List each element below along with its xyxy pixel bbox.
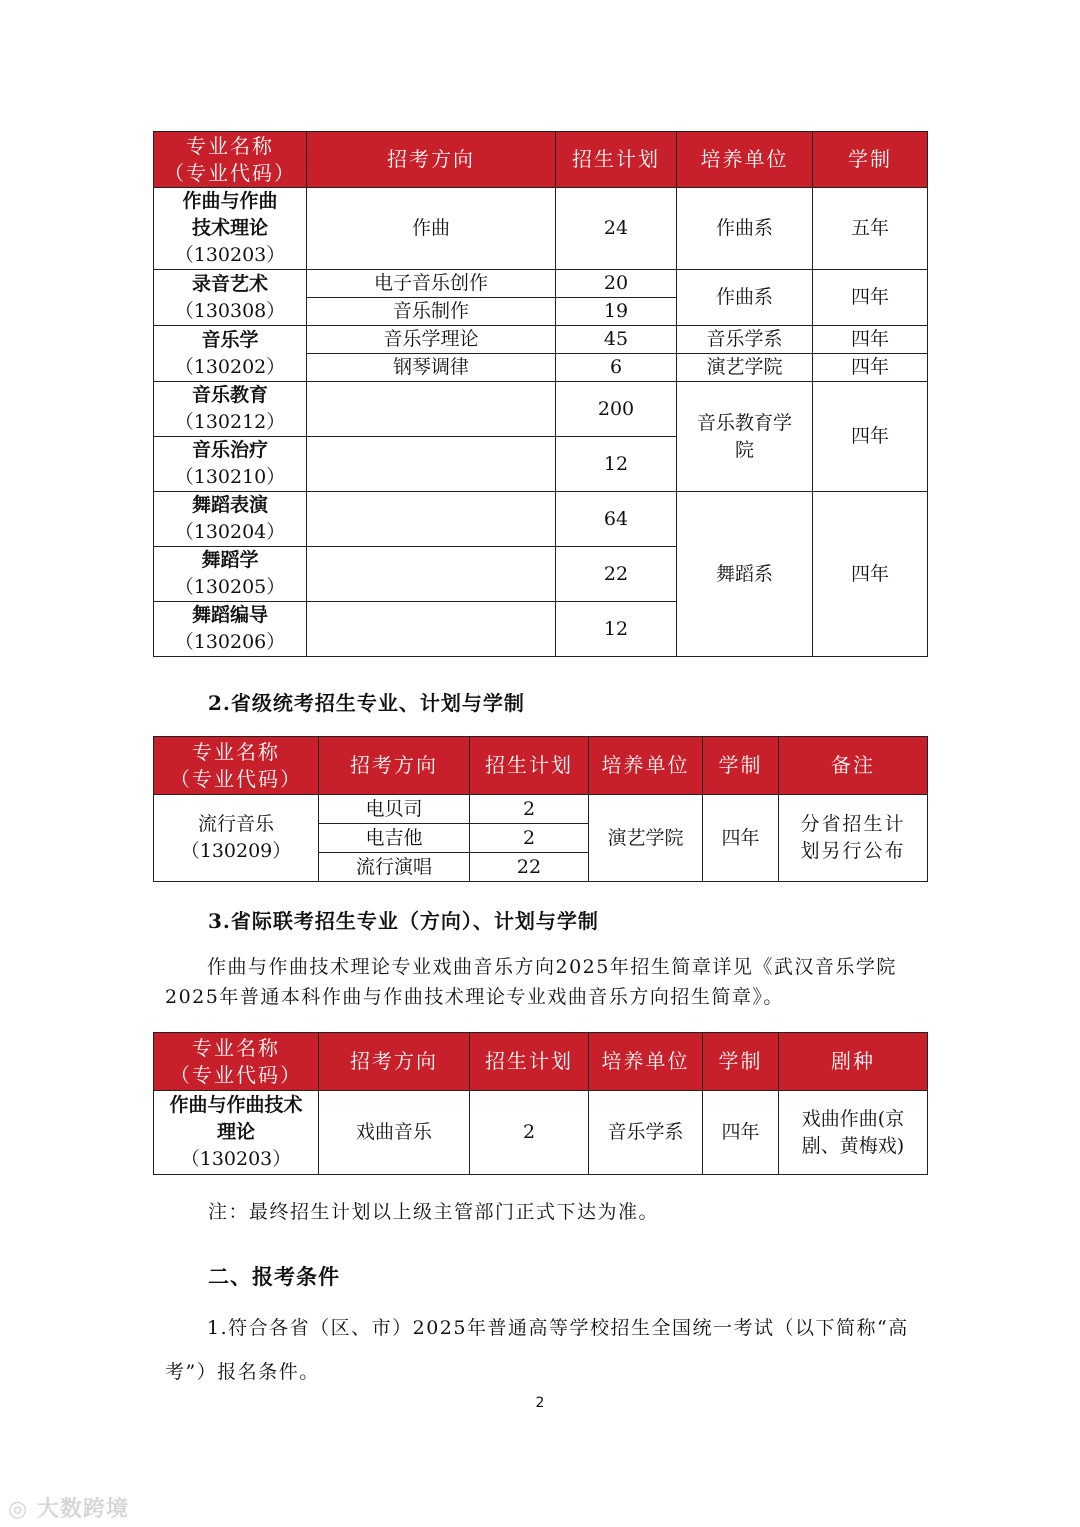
direction-cell — [307, 437, 556, 492]
table-row — [154, 492, 928, 547]
major-cell: 舞蹈编导 （130206） — [154, 602, 307, 657]
plan-cell: 2 — [470, 824, 589, 853]
years-cell: 四年 — [703, 1091, 779, 1175]
major-cell: 音乐教育 （130212） — [154, 382, 307, 437]
direction-cell: 电子音乐创作 — [307, 270, 556, 298]
unit-cell: 演艺学院 — [589, 795, 703, 882]
major-cell: 舞蹈表演 （130204） — [154, 492, 307, 547]
header-unit: 培养单位 — [589, 737, 703, 795]
plan-cell: 22 — [470, 853, 589, 882]
genre-cell: 戏曲作曲(京剧、黄梅戏) — [779, 1091, 928, 1175]
table-row — [154, 382, 928, 437]
years-cell: 五年 — [813, 188, 928, 270]
plan-cell: 6 — [556, 354, 677, 382]
direction-cell: 音乐学理论 — [307, 326, 556, 354]
header-years: 学制 — [703, 737, 779, 795]
plan-cell: 24 — [556, 188, 677, 270]
table-row — [154, 1091, 928, 1175]
header-plan: 招生计划 — [470, 737, 589, 795]
plan-cell: 2 — [470, 1091, 589, 1175]
plan-cell: 12 — [556, 602, 677, 657]
years-cell: 四年 — [813, 326, 928, 354]
note-cell: 分省招生计划另行公布 — [779, 795, 928, 882]
years-cell: 四年 — [813, 382, 928, 492]
admissions-table-1 — [153, 131, 928, 657]
header-note: 备注 — [779, 737, 928, 795]
header-direction: 招考方向 — [319, 1033, 470, 1091]
note-text: 注：最终招生计划以上级主管部门正式下达为准。 — [208, 1201, 660, 1223]
table-row — [154, 326, 928, 354]
plan-cell: 64 — [556, 492, 677, 547]
watermark-icon: ◎ — [8, 1497, 29, 1522]
direction-cell: 戏曲音乐 — [319, 1091, 470, 1175]
header-major: 专业名称 （专业代码） — [154, 737, 319, 795]
header-years: 学制 — [813, 132, 928, 188]
direction-cell: 流行演唱 — [319, 853, 470, 882]
plan-cell: 20 — [556, 270, 677, 298]
years-cell: 四年 — [813, 492, 928, 657]
table-row — [154, 188, 928, 270]
section-title-conditions: 二、报考条件 — [208, 1264, 340, 1289]
plan-cell: 2 — [470, 795, 589, 824]
unit-cell: 音乐教育学院 — [677, 382, 813, 492]
unit-cell: 演艺学院 — [677, 354, 813, 382]
plan-cell: 12 — [556, 437, 677, 492]
plan-cell: 22 — [556, 547, 677, 602]
direction-cell: 电贝司 — [319, 795, 470, 824]
plan-cell: 200 — [556, 382, 677, 437]
direction-cell — [307, 492, 556, 547]
unit-cell: 音乐学系 — [677, 326, 813, 354]
paragraph-3: 作曲与作曲技术理论专业戏曲音乐方向2025年招生简章详见《武汉音乐学院2025年普通本科作曲与作曲技术理论专业戏曲音乐方向招生简章》。 — [165, 956, 897, 1008]
header-major: 专业名称 （专业代码） — [154, 132, 307, 188]
major-cell: 音乐治疗 （130210） — [154, 437, 307, 492]
plan-cell: 19 — [556, 298, 677, 326]
condition-1: 1.符合各省（区、市）2025年普通高等学校招生全国统一考试（以下简称“高考”）报名条件。 — [165, 1317, 909, 1383]
direction-cell — [307, 547, 556, 602]
table-row — [154, 270, 928, 298]
header-genre: 剧种 — [779, 1033, 928, 1091]
major-cell: 流行音乐 （130209） — [154, 795, 319, 882]
direction-cell — [307, 602, 556, 657]
direction-cell: 电吉他 — [319, 824, 470, 853]
direction-cell: 音乐制作 — [307, 298, 556, 326]
years-cell: 四年 — [813, 354, 928, 382]
major-cell: 舞蹈学 （130205） — [154, 547, 307, 602]
header-plan: 招生计划 — [556, 132, 677, 188]
header-years: 学制 — [703, 1033, 779, 1091]
unit-cell: 音乐学系 — [589, 1091, 703, 1175]
direction-cell: 钢琴调律 — [307, 354, 556, 382]
years-cell: 四年 — [703, 795, 779, 882]
major-cell: 作曲与作曲技术理论 （130203） — [154, 1091, 319, 1175]
unit-cell: 舞蹈系 — [677, 492, 813, 657]
admissions-table-3 — [153, 1032, 928, 1175]
page-number: 2 — [535, 1395, 545, 1411]
unit-cell: 作曲系 — [677, 188, 813, 270]
major-cell: 音乐学 （130202） — [154, 326, 307, 382]
admissions-table-2 — [153, 736, 928, 882]
header-unit: 培养单位 — [589, 1033, 703, 1091]
plan-cell: 45 — [556, 326, 677, 354]
watermark-logo: ◎ 大数跨境 — [8, 1497, 129, 1522]
header-direction: 招考方向 — [307, 132, 556, 188]
direction-cell: 作曲 — [307, 188, 556, 270]
table-row — [154, 795, 928, 824]
header-direction: 招考方向 — [319, 737, 470, 795]
header-unit: 培养单位 — [677, 132, 813, 188]
section-heading-2: 2.省级统考招生专业、计划与学制 — [208, 691, 525, 715]
header-plan: 招生计划 — [470, 1033, 589, 1091]
header-major: 专业名称 （专业代码） — [154, 1033, 319, 1091]
section-heading-3: 3.省际联考招生专业（方向）、计划与学制 — [208, 909, 599, 933]
unit-cell: 作曲系 — [677, 270, 813, 326]
major-cell: 作曲与作曲 技术理论 （130203） — [154, 188, 307, 270]
direction-cell — [307, 382, 556, 437]
years-cell: 四年 — [813, 270, 928, 326]
major-cell: 录音艺术 （130308） — [154, 270, 307, 326]
